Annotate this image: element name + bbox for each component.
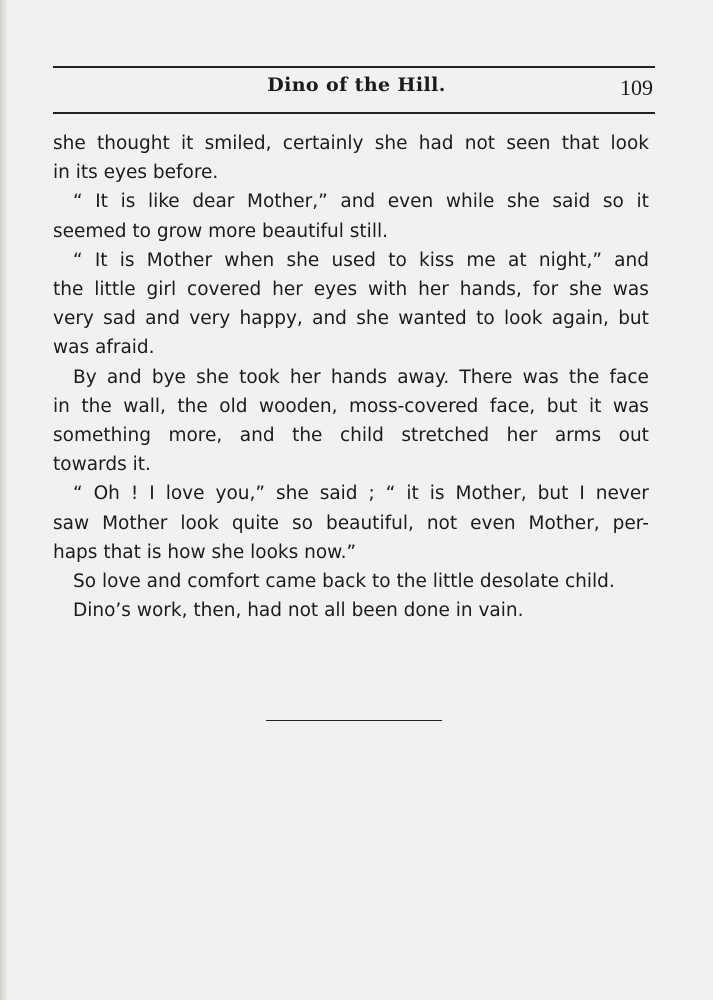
text-line: the little girl covered her eyes with her hands, for she was xyxy=(53,279,649,301)
text-line: in its eyes before. xyxy=(53,162,219,184)
text-line: very sad and very happy, and she wanted to look again, but xyxy=(53,308,649,330)
text-line: So love and comfort came back to the little desolate child. xyxy=(73,571,615,593)
running-title: Dino of the Hill. xyxy=(267,74,446,96)
text-line: By and bye she took her hands away. There was the face xyxy=(73,366,649,388)
text-line: “ Oh ! I love you,” she said ; “ it is Mother, but I never xyxy=(73,483,649,505)
text-line: in the wall, the old wooden, moss-covered face, but it was xyxy=(53,395,649,417)
text-line: haps that is how she looks now.” xyxy=(53,541,357,563)
text-line: she thought it smiled, certainly she had not seen that look xyxy=(53,133,649,154)
text-line: towards it. xyxy=(53,454,151,476)
header-bottom-rule xyxy=(53,112,655,114)
text-line: seemed to grow more beautiful still. xyxy=(53,220,388,242)
page-edge-shadow xyxy=(0,0,8,1000)
text-line: something more, and the child stretched her arms out xyxy=(53,425,649,447)
text-line: “ It is like dear Mother,” and even while she said so it xyxy=(73,191,649,213)
chapter-end-rule xyxy=(266,720,442,721)
header-top-rule xyxy=(53,66,655,68)
body-text xyxy=(53,129,649,625)
text-line: saw Mother look quite so beautiful, not even Mother, per- xyxy=(53,512,649,534)
text-line: “ It is Mother when she used to kiss me at night,” and xyxy=(73,249,649,271)
text-line: Dino’s work, then, had not all been done in vain. xyxy=(73,600,524,622)
text-line: was afraid. xyxy=(53,337,155,359)
page-number: 109 xyxy=(620,75,653,100)
